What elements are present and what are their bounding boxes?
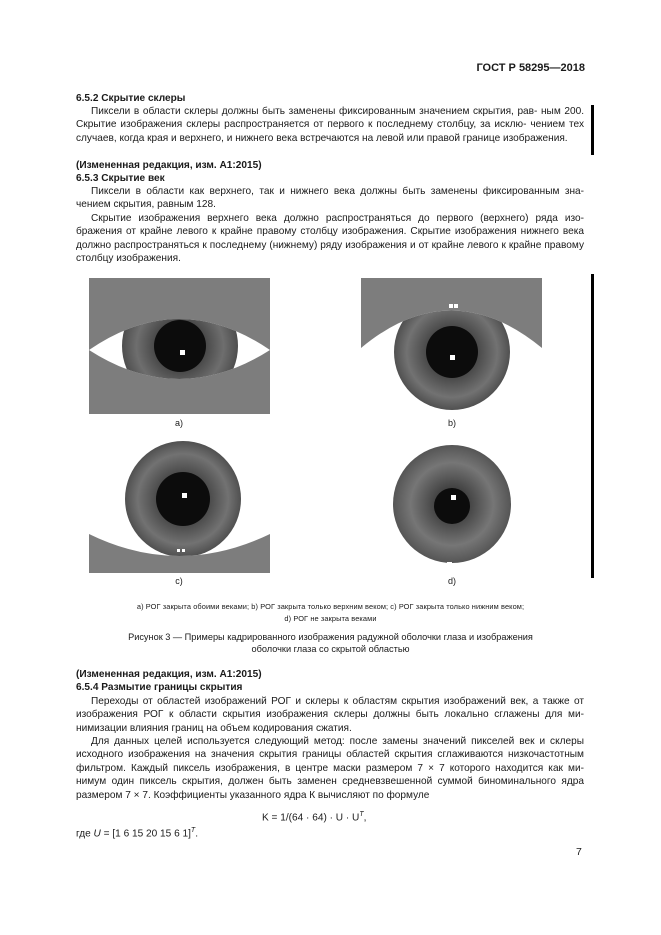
where-line xyxy=(76,824,198,841)
formula-comma: , xyxy=(363,812,367,824)
section-paragraph-6-5-3-a: Пиксели в области как верхнего, так и нижнего века должны быть заменены фиксированным зна- чением скрытия, равным 128. xyxy=(76,186,584,211)
where-vector: = [1 6 15 20 15 6 1] xyxy=(100,828,191,840)
section-paragraph-6-5-4-b: Для данных целей используется следующий метод: после замены значений пикселей век и склеры исходного изображения на значения скрытия границы областей скрытия сглаживаются низкочастотным фильтром. Каждый пиксель изображения, в центре маски размером 7 × 7 которого находится как ми- нимум один пиксель скрытия, должен быть заменен средневзвешенной суммой биноминального ядра размером 7 × 7. Коэффициенты указанного ядра К вычисляют по формуле xyxy=(76,736,584,801)
figure-legend-line-2: d) РОГ не закрыта веками xyxy=(284,614,377,623)
document-standard-number: ГОСТ Р 58295—2018 xyxy=(476,62,585,74)
where-variable: U xyxy=(93,828,101,840)
formula-body: K = 1/(64 · 64) · U · U xyxy=(262,812,360,824)
figure-label-b: b) xyxy=(447,418,456,428)
eye-image-b xyxy=(361,278,542,414)
where-end: . xyxy=(195,828,199,840)
figure-label-a: a) xyxy=(174,418,183,428)
eye-image-d xyxy=(361,438,542,573)
formula xyxy=(262,808,366,825)
section-paragraph-6-5-3-b: Скрытие изображения верхнего века должно распространяться до первого (верхнего) ряда изо- бражения от крайне левого к крайне правому столбцу изображения. Скрытие изображения нижнего века должно распространяться к последнему (нижнему) ряду изображения и от крайне левого к крайне правому столбцу изображения. xyxy=(76,213,584,265)
eye-image-c-graphic xyxy=(89,438,270,573)
eye-image-a-graphic xyxy=(89,278,270,414)
section-title-6-5-4: 6.5.4 Размытие границы скрытия xyxy=(76,682,243,693)
page-number: 7 xyxy=(576,846,582,858)
where-prefix: где xyxy=(76,828,94,840)
figure-title-line-1: Рисунок 3 — Примеры кадрированного изображения радужной оболочки глаза и изображения xyxy=(128,632,533,642)
figure-label-d: d) xyxy=(447,576,456,586)
eye-image-b-graphic xyxy=(361,278,542,414)
where-transpose: T xyxy=(190,827,196,834)
section-title-6-5-3: 6.5.3 Скрытие век xyxy=(76,173,165,184)
figure-legend-line-1: а) РОГ закрыта обоими веками; b) РОГ закрыта только верхним веком; с) РОГ закрыта только нижним веком; xyxy=(136,602,525,611)
figure-title-line-2: оболочки глаза со скрытой областью xyxy=(251,644,410,654)
change-bar-text xyxy=(591,105,594,155)
eye-image-a xyxy=(89,278,270,414)
eye-image-c xyxy=(89,438,270,573)
edit-note-1: (Измененная редакция, изм. А1:2015) xyxy=(76,160,262,171)
figure-label-c: c) xyxy=(175,576,183,586)
edit-note-2: (Измененная редакция, изм. А1:2015) xyxy=(76,669,262,680)
section-paragraph-6-5-2: Пиксели в области склеры должны быть заменены фиксированным значением скрытия, рав- ным 200. Скрытие изображения склеры распространяется от первого к последнему столбцу, за исклю- чением тех случаев, когда края и верхнего, и нижнего века встречаются на левой или правой границе изображения. xyxy=(76,106,584,144)
formula-transpose: T xyxy=(359,811,364,818)
section-paragraph-6-5-4-a: Переходы от областей изображений РОГ и склеры к областям скрытия изображений век, а также от изображения РОГ к области скрытия изображения склеры должны быть локально сглажены для ми- нимизации влияния границ на объем кодирования сжатия. xyxy=(76,696,584,734)
change-bar-figure xyxy=(591,274,594,578)
section-title-6-5-2: 6.5.2 Скрытие склеры xyxy=(76,93,186,104)
eye-image-d-graphic xyxy=(361,438,542,573)
